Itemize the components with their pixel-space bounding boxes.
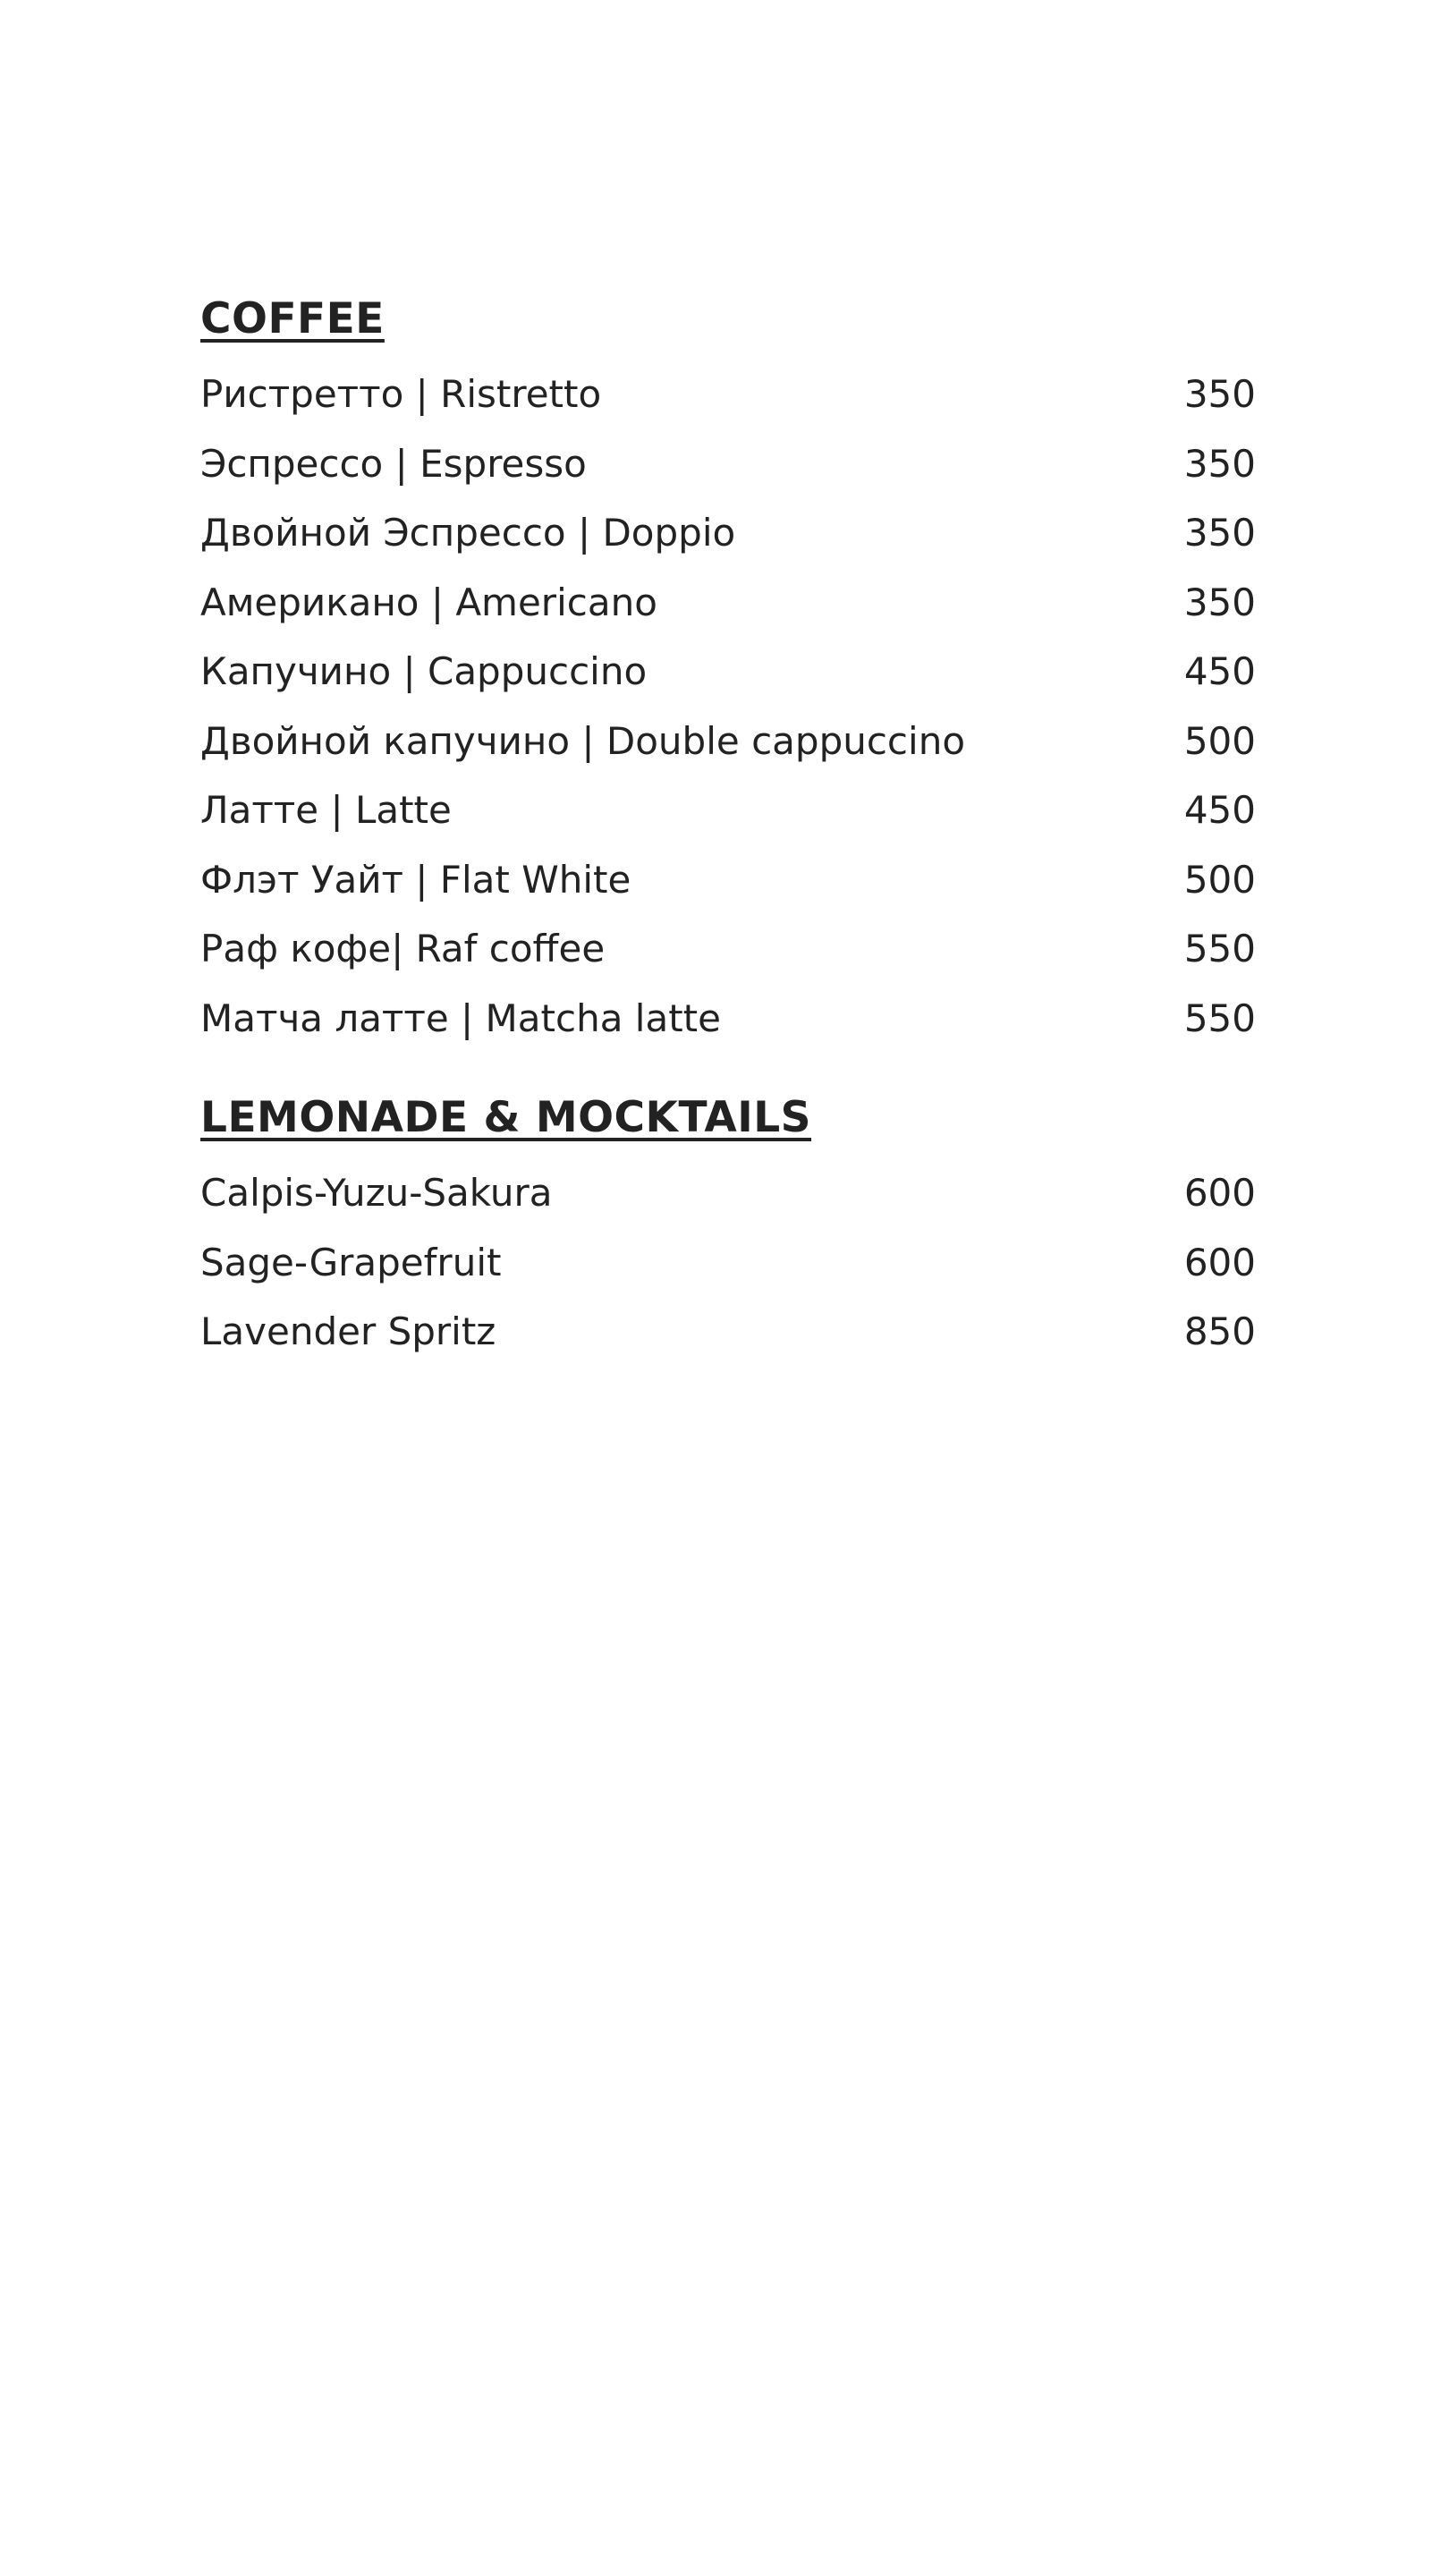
- coffee-item-list: [200, 360, 1256, 1053]
- item-price: 350: [1183, 372, 1256, 417]
- item-name: Lavender Spritz: [200, 1309, 496, 1354]
- item-price: 350: [1183, 580, 1256, 624]
- item-name: Капучино | Cappuccino: [200, 649, 648, 694]
- menu-page: [200, 288, 1256, 1367]
- menu-item-espresso: [200, 429, 1256, 499]
- menu-item-cappuccino: [200, 637, 1256, 707]
- item-name: Раф кофе| Raf coffee: [200, 927, 606, 971]
- item-name: Calpis-Yuzu-Sakura: [200, 1171, 553, 1216]
- lemonade-item-list: [200, 1158, 1256, 1367]
- menu-item-double-cappuccino: [200, 707, 1256, 776]
- section-title-lemonade: LEMONADE & MOCKTAILS: [200, 1093, 812, 1142]
- menu-item-latte: [200, 775, 1256, 845]
- menu-item-raf-coffee: [200, 914, 1256, 984]
- item-price: 450: [1183, 649, 1256, 694]
- item-price: 550: [1183, 927, 1256, 971]
- item-price: 550: [1183, 996, 1256, 1040]
- menu-item-doppio: [200, 498, 1256, 568]
- item-price: 450: [1183, 788, 1256, 833]
- menu-item-flat-white: [200, 845, 1256, 915]
- item-price: 600: [1183, 1240, 1256, 1284]
- lemonade-section: [200, 1087, 1256, 1367]
- menu-item-sage-grapefruit: [200, 1228, 1256, 1298]
- item-name: Sage-Grapefruit: [200, 1240, 502, 1284]
- item-name: Эспрессо | Espresso: [200, 441, 587, 486]
- item-name: Американо | Americano: [200, 580, 657, 624]
- item-price: 500: [1183, 857, 1256, 902]
- menu-item-calpis-yuzu-sakura: [200, 1158, 1256, 1228]
- item-price: 600: [1183, 1171, 1256, 1216]
- item-name: Двойной Эспрессо | Doppio: [200, 511, 736, 555]
- item-name: Двойной капучино | Double cappuccino: [200, 718, 966, 763]
- menu-item-americano: [200, 568, 1256, 638]
- item-name: Ристретто | Ristretto: [200, 372, 602, 417]
- coffee-section: [200, 288, 1256, 1053]
- item-price: 850: [1183, 1309, 1256, 1354]
- item-price: 350: [1183, 441, 1256, 486]
- item-name: Латте | Latte: [200, 788, 452, 833]
- menu-item-matcha-latte: [200, 984, 1256, 1054]
- item-name: Флэт Уайт | Flat White: [200, 857, 631, 902]
- section-title-coffee: COFFEE: [200, 294, 385, 343]
- item-name: Матча латте | Matcha latte: [200, 996, 721, 1040]
- item-price: 500: [1183, 718, 1256, 763]
- menu-item-lavender-spritz: [200, 1297, 1256, 1367]
- menu-item-ristretto: [200, 360, 1256, 429]
- item-price: 350: [1183, 511, 1256, 555]
